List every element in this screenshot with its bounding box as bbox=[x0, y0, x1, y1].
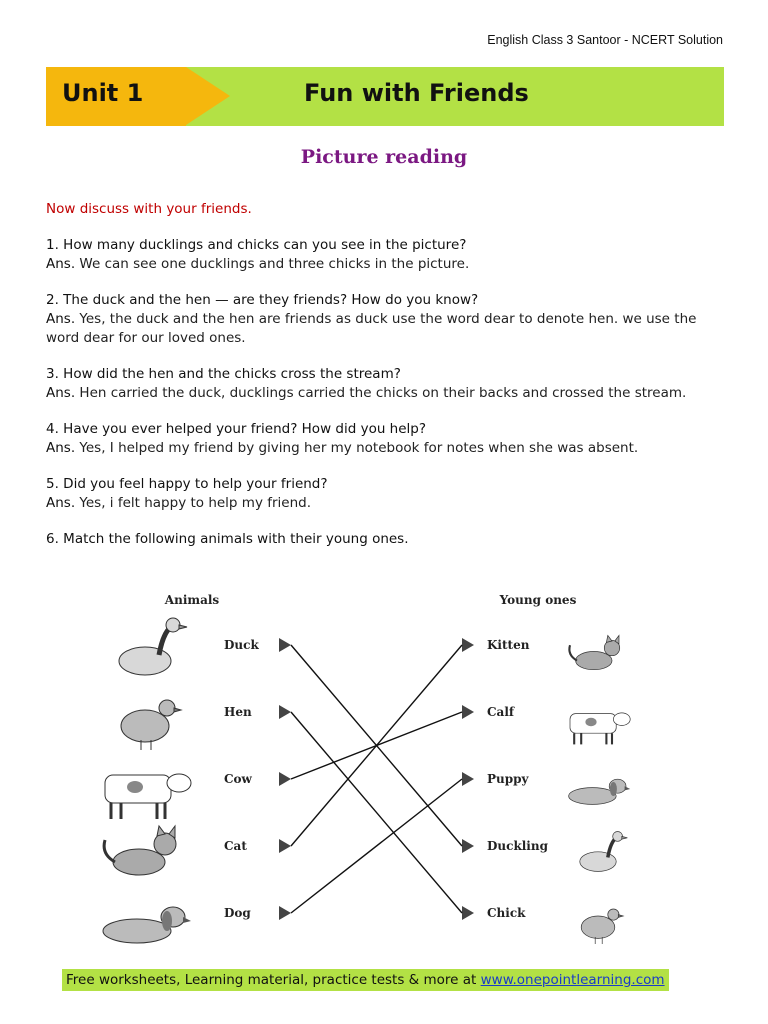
qa-item-2 bbox=[46, 291, 726, 348]
animal-pointer bbox=[279, 906, 291, 920]
animal-pointer bbox=[279, 638, 291, 652]
young-label: Calf bbox=[487, 705, 515, 719]
dog-icon bbox=[103, 907, 191, 943]
answer-text: Yes, the duck and the hen are friends as duck use the word dear to denote hen. we use the word dear for our loved ones. bbox=[46, 311, 697, 346]
question-text: 2. The duck and the hen — are they friends? How do you know? bbox=[46, 292, 479, 308]
answer-text: Yes, I helped my friend by giving her my notebook for notes when she was absent. bbox=[79, 440, 639, 456]
hen-icon bbox=[121, 700, 181, 750]
matching-exercise bbox=[100, 585, 660, 955]
unit-banner bbox=[46, 67, 724, 126]
question-text: 4. Have you ever helped your friend? How did you help? bbox=[46, 421, 427, 437]
animal-label: Dog bbox=[224, 906, 251, 920]
young-label: Kitten bbox=[487, 638, 530, 652]
young-label: Puppy bbox=[487, 772, 529, 786]
match-line bbox=[291, 712, 462, 913]
qa-item-6 bbox=[46, 530, 726, 549]
answer-text: Yes, i felt happy to help my friend. bbox=[79, 495, 312, 511]
match-line bbox=[291, 779, 462, 913]
unit-label: Unit 1 bbox=[62, 79, 144, 107]
qa-item-5 bbox=[46, 475, 726, 513]
young-pointer bbox=[462, 705, 474, 719]
young-pointer bbox=[462, 906, 474, 920]
duck-icon bbox=[119, 618, 187, 675]
cat-icon bbox=[104, 826, 176, 875]
footer-text: Free worksheets, Learning material, practice tests & more at bbox=[66, 972, 481, 988]
footer-banner bbox=[62, 969, 669, 991]
animal-pointer bbox=[279, 705, 291, 719]
unit-arrow-shape bbox=[186, 67, 230, 125]
young-pointer bbox=[462, 772, 474, 786]
answer-label: Ans. bbox=[46, 311, 76, 327]
young-label: Duckling bbox=[487, 839, 548, 853]
animals-column bbox=[103, 618, 291, 943]
question-text: 3. How did the hen and the chicks cross the stream? bbox=[46, 366, 401, 382]
answer-label: Ans. bbox=[46, 256, 76, 272]
qa-item-1 bbox=[46, 236, 726, 274]
animal-label: Cat bbox=[224, 839, 247, 853]
animal-label: Duck bbox=[224, 638, 259, 652]
puppy-icon bbox=[569, 779, 631, 804]
worksheet-content bbox=[46, 200, 726, 566]
young-pointer bbox=[462, 638, 474, 652]
calf-icon bbox=[570, 713, 630, 745]
kitten-icon bbox=[569, 635, 619, 669]
animal-pointer bbox=[279, 772, 291, 786]
unit-tab bbox=[46, 67, 186, 126]
young-pointer bbox=[462, 839, 474, 853]
animal-pointer bbox=[279, 839, 291, 853]
answer-text: Hen carried the duck, ducklings carried the chicks on their backs and crossed the stream. bbox=[79, 385, 687, 401]
answer-label: Ans. bbox=[46, 495, 76, 511]
young-ones-heading: Young ones bbox=[499, 593, 577, 607]
answer-label: Ans. bbox=[46, 385, 76, 401]
section-title: Picture reading bbox=[300, 146, 468, 168]
animals-heading: Animals bbox=[164, 593, 220, 607]
question-text: 6. Match the following animals with their young ones. bbox=[46, 531, 409, 547]
young-ones-column bbox=[462, 635, 630, 944]
intro-instruction: Now discuss with your friends. bbox=[46, 201, 252, 217]
young-label: Chick bbox=[487, 906, 526, 920]
question-text: 5. Did you feel happy to help your friend? bbox=[46, 476, 328, 492]
animal-label: Cow bbox=[224, 772, 252, 786]
chick-icon bbox=[581, 909, 623, 944]
footer-link[interactable]: www.onepointlearning.com bbox=[480, 972, 665, 988]
cow-icon bbox=[105, 774, 191, 819]
qa-item-3 bbox=[46, 365, 726, 403]
matching-figure bbox=[100, 585, 660, 955]
match-lines bbox=[291, 645, 462, 913]
duckling-icon bbox=[580, 832, 628, 872]
page-header-note: English Class 3 Santoor - NCERT Solution bbox=[487, 33, 723, 47]
animal-label: Hen bbox=[224, 705, 252, 719]
question-text: 1. How many ducklings and chicks can you see in the picture? bbox=[46, 237, 467, 253]
answer-text: We can see one ducklings and three chicks in the picture. bbox=[79, 256, 470, 272]
qa-item-4 bbox=[46, 420, 726, 458]
answer-label: Ans. bbox=[46, 440, 76, 456]
unit-title: Fun with Friends bbox=[304, 79, 529, 107]
